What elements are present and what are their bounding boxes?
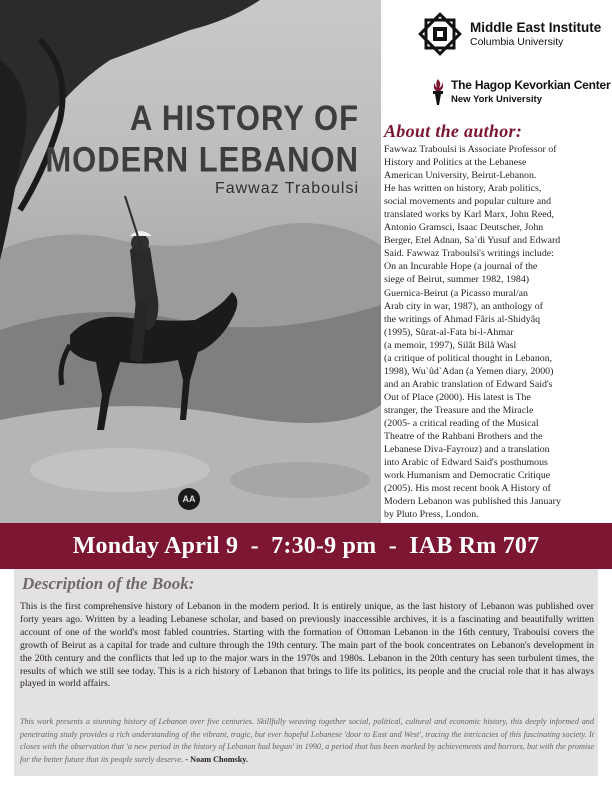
about-section xyxy=(384,120,610,521)
review-quote xyxy=(20,716,594,766)
hk-name: The Hagop Kevorkian Center xyxy=(451,78,611,92)
cover-author: Fawwaz Traboulsi xyxy=(214,180,359,197)
review-quote-text: This work presents a stunning history of Lebanon over five centuries. Skillfully weaving together social, political, cultural and economic history, this deeply informed and penetrating study provides a rich understanding of the vibrant, tragic, but ever hopeful Lebanese 'door to East and West', tracing the intricacies of this fascinating society. It closes with the observation that 'a new period in the history of Lebanon had begun' in 1990, a period that has been marked by achievements and horrors, but with the promise for the better future that its people surely deserve. xyxy=(20,717,594,764)
mei-name: Middle East Institute xyxy=(470,20,602,35)
page-bottom-margin xyxy=(0,776,612,792)
torch-icon xyxy=(430,78,446,106)
hk-logo xyxy=(430,76,612,108)
event-banner xyxy=(0,523,612,569)
cover-title-line2: MODERN LEBANON xyxy=(45,139,359,180)
hk-university: New York University xyxy=(451,94,542,105)
description-body: This is the first comprehensive history of Lebanon in the modern period. It is entirely unique, as the last history of Lebanon was published over forty years ago. Written by a leading Lebanese scholar, and based on previously inaccessible archives, it is a fascinating and beautifully written account of one of the world's most fabled countries. Starting with the formation of Ottoman Lebanon in the 16th century, Traboulsi covers the growth of Beirut as a capital for trade and culture through the 19th century. The main part of the book concentrates on Lebanon's development in the 20th century and the conflicts that led up to the major wars in the 1970s and 1980s. Lebanon in the 20th century has seen turbulent times, the results of which we still see today. This is a rich history of Lebanon that brings to life its politics, its people and the crucial role that it has always played in world affairs. xyxy=(20,601,594,690)
cover-title-line1: A HISTORY OF xyxy=(129,98,359,139)
book-cover xyxy=(0,0,381,523)
cover-photo xyxy=(0,0,381,523)
cover-title xyxy=(45,98,359,181)
mei-emblem-icon xyxy=(414,8,466,60)
event-details: Monday April 9 - 7:30-9 pm - IAB Rm 707 xyxy=(72,532,540,559)
about-heading: About the author: xyxy=(384,121,523,141)
publisher-logo: AA xyxy=(178,488,200,510)
description-panel xyxy=(14,569,598,776)
mei-logo xyxy=(414,8,610,64)
mei-university: Columbia University xyxy=(470,36,564,48)
about-text: Fawwaz Traboulsi is Associate Professor of History and Politics at the Lebanese American University, Beirut-Lebanon. He has written on history, Arab politics, social movements and popular culture and translated works by Karl Marx, John Reed, Antonio Gramsci, Isaac Deutscher, John Berger, Etel Adnan, Sa`di Yusuf and Edward Said. Fawwaz Traboulsi's writings include: On an Incurable Hope (a journal of the siege of Beirut, summer 1982, 1984) Guernica-Beirut (a Picasso mural/an Arab city in war, 1987), an anthology of the writings of Ahmad Fâris al-Shidyâq (1995), Sûrat-al-Fata bi-l-Ahmar (a memoir, 1997), Silât Bilâ Wasl (a critique of political thought in Lebanon, 1998), Wu`ûd`Adan (a Yemen diary, 2000) and an Arabic translation of Edward Said's Out of Place (2000). His latest is The stranger, the Treasure and the Miracle (2005- a critical reading of the Musical Theatre of the Rahbani Brothers and the Lebanese Diva-Fayrouz) and a translation into Arabic of Edward Said's posthumous work Humanism and Democratic Critique (2005). His most recent book A History of Modern Lebanon was published this January by Pluto Press, London. xyxy=(384,144,561,521)
review-quote-author: - Noam Chomsky. xyxy=(185,754,248,764)
description-heading: Description of the Book: xyxy=(22,574,195,593)
